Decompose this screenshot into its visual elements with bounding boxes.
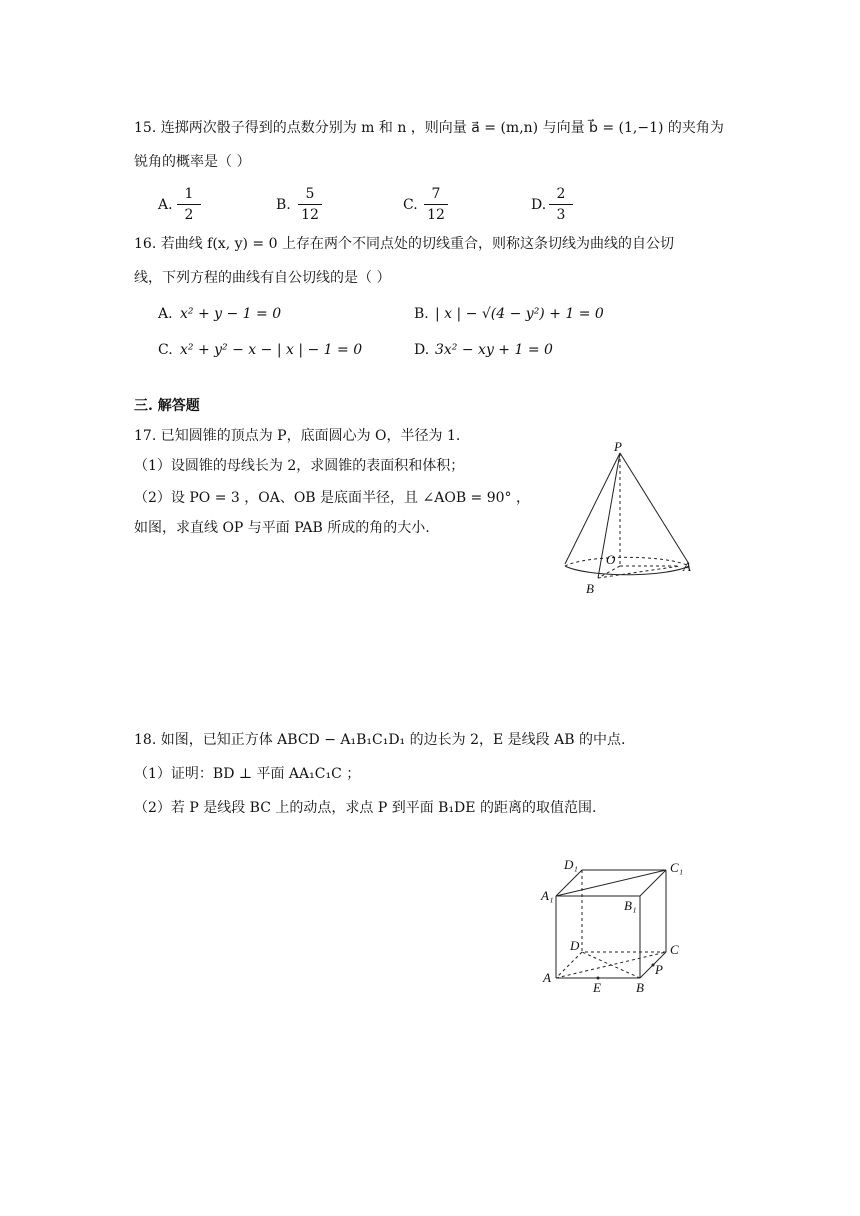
q17-stem: 17. 已知圆锥的顶点为 P，底面圆心为 O，半径为 1. xyxy=(134,428,461,444)
q16-option-c-letter: C. xyxy=(158,342,173,358)
label-b: B xyxy=(586,581,594,596)
cone-base-back-arc xyxy=(565,557,689,566)
q17-part2: （2）设 PO = 3 ，OA、OB 是底面半径，且 ∠AOB = 90° ， xyxy=(134,490,530,506)
q18-stem: 18. 如图，已知正方体 ABCD − A₁B₁C₁D₁ 的边长为 2，E 是线段 AB 的中点. xyxy=(134,732,626,748)
q15-option-a-letter: A. xyxy=(158,197,173,213)
section-heading: 三. 解答题 xyxy=(134,398,200,414)
q16-option-a-equation: x² + y − 1 = 0 xyxy=(180,306,282,322)
diagonal-bd xyxy=(582,952,640,978)
q15-option-d-numerator: 2 xyxy=(556,186,566,202)
q15-option-b-fraction xyxy=(295,185,325,224)
point-p xyxy=(652,964,655,967)
q16-option-c-equation: x² + y² − x − | x | − 1 = 0 xyxy=(180,342,363,358)
q15-option-a-fraction xyxy=(174,185,204,224)
edge-d1a1 xyxy=(556,870,582,896)
q15-option-d-denominator: 3 xyxy=(556,207,566,223)
point-e xyxy=(597,977,600,980)
fraction-bar xyxy=(424,204,448,205)
label-p: P xyxy=(655,962,663,977)
fraction-bar xyxy=(549,204,573,205)
q15-option-a-denominator: 2 xyxy=(184,207,194,223)
fraction-bar xyxy=(298,204,322,205)
label-b1: B₁ xyxy=(624,898,637,913)
label-o: O xyxy=(606,552,616,567)
label-b: B xyxy=(636,980,644,995)
cone-slant-right xyxy=(620,453,689,564)
q16-option-a-letter: A. xyxy=(158,306,173,322)
label-a: A xyxy=(543,970,551,985)
q18-part1: （1）证明：BD ⊥ 平面 AA₁C₁C ； xyxy=(134,766,361,782)
diagonal-a1c1 xyxy=(556,870,666,896)
fraction-bar xyxy=(177,204,201,205)
label-p: P xyxy=(614,440,622,454)
label-c: C xyxy=(670,942,679,957)
label-d1: D₁ xyxy=(564,857,578,872)
label-d: D xyxy=(570,938,580,953)
q15-option-c-numerator: 7 xyxy=(431,186,441,202)
cone-radius-ob xyxy=(598,566,620,578)
cone-slant-left xyxy=(565,453,620,564)
q15-option-c-letter: C. xyxy=(403,197,418,213)
label-a1: A₁ xyxy=(541,888,554,903)
q16-stem-line1: 16. 若曲线 f(x, y) = 0 上存在两个不同点处的切线重合，则称这条切线为曲线的自公切 xyxy=(134,236,674,252)
q15-option-b-letter: B. xyxy=(276,197,291,213)
q15-option-c-fraction xyxy=(421,185,451,224)
q16-stem-line2: 线，下列方程的曲线有自公切线的是（ ） xyxy=(134,270,391,286)
edge-da xyxy=(556,952,582,978)
q16-option-d-letter: D. xyxy=(414,342,430,358)
q16-option-b-letter: B. xyxy=(414,306,429,322)
q18-part2: （2）若 P 是线段 BC 上的动点，求点 P 到平面 B₁DE 的距离的取值范围. xyxy=(134,800,597,816)
q15-option-d-letter: D. xyxy=(531,197,547,213)
q15-option-b-denominator: 12 xyxy=(301,207,319,223)
q15-option-b-numerator: 5 xyxy=(305,186,315,202)
q15-option-d-fraction xyxy=(546,185,576,224)
q17-part1: （1）设圆锥的母线长为 2，求圆锥的表面积和体积； xyxy=(134,458,465,474)
cone-figure xyxy=(555,440,715,605)
q15-stem-line2: 锐角的概率是（ ） xyxy=(134,154,251,170)
q15-option-c-denominator: 12 xyxy=(427,207,445,223)
label-a: A xyxy=(683,559,691,574)
edge-b1c1 xyxy=(640,870,666,896)
cube-figure xyxy=(538,852,698,997)
q16-option-d-equation: 3x² − xy + 1 = 0 xyxy=(435,342,553,358)
q17-part2-continued: 如图，求直线 OP 与平面 PAB 所成的角的大小. xyxy=(134,520,430,536)
q16-option-b-equation: | x | − √(4 − y²) + 1 = 0 xyxy=(435,306,604,322)
q15-option-a-numerator: 1 xyxy=(184,186,194,202)
label-c1: C₁ xyxy=(670,860,684,875)
q15-stem-line1: 15. 连掷两次骰子得到的点数分别为 m 和 n ，则向量 a⃗ = (m,n) 与向量 b⃗ = (1,−1) 的夹角为 xyxy=(134,120,724,136)
label-e: E xyxy=(593,980,601,995)
